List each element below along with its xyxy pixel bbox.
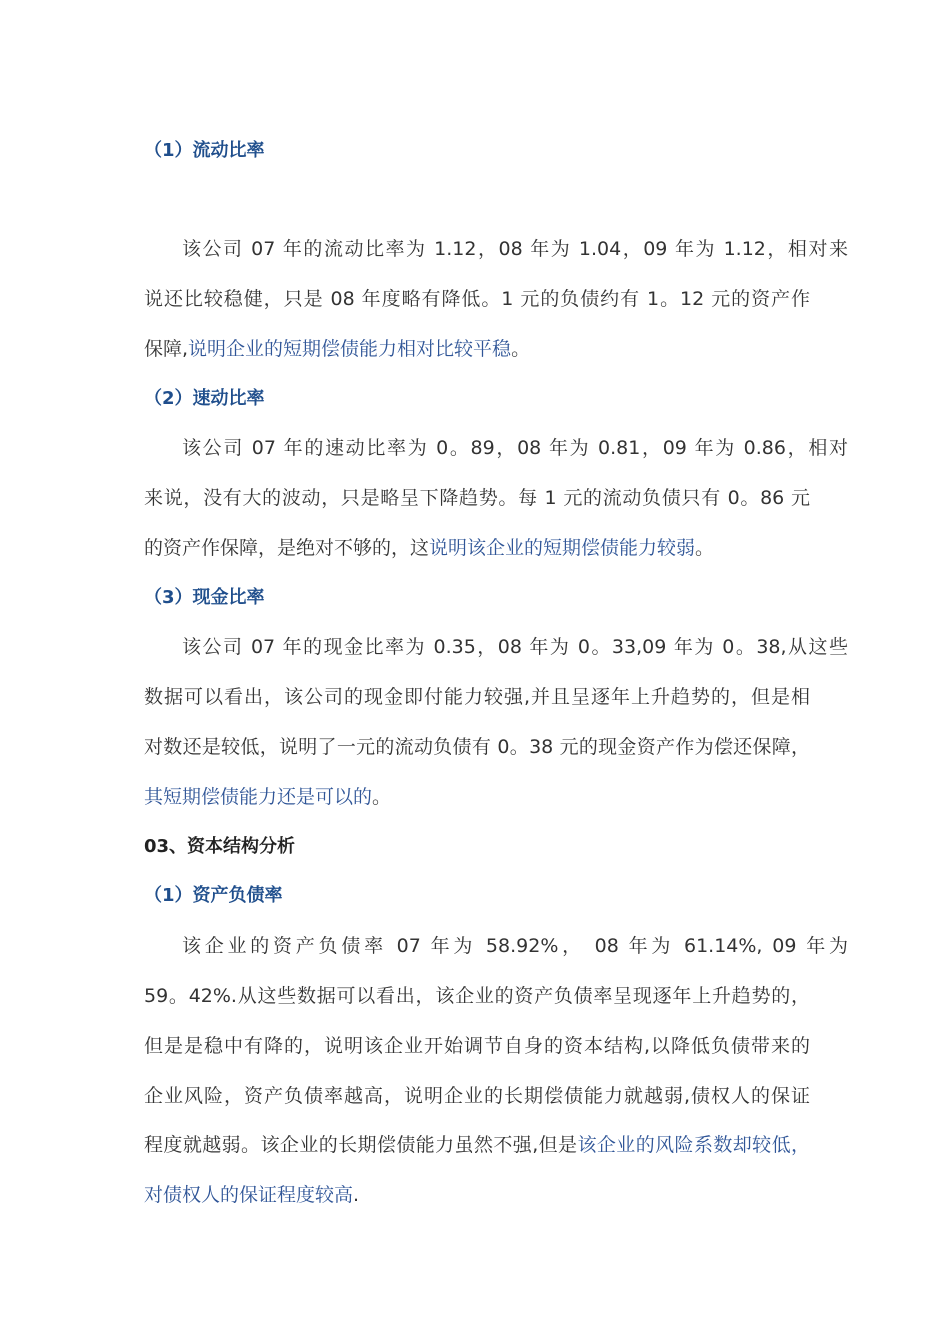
highlighted-text: 其短期偿债能力还是可以的 xyxy=(144,786,373,808)
paragraph-line: 来说，没有大的波动，只是略呈下降趋势。每 1 元的流动负债只有 0。86 元 xyxy=(144,487,810,509)
heading-current-ratio: （1）流动比率 xyxy=(144,140,265,161)
paragraph-text: 。 xyxy=(695,537,715,559)
highlighted-text: 说明企业的短期偿债能力相对比较平稳 xyxy=(188,338,512,360)
paragraph-text: . xyxy=(353,1184,360,1206)
section-title: 03、资本结构分析 xyxy=(144,836,296,857)
paragraph-line: 该企业的资产负债率 07 年为 58.92%， 08 年为 61.14%, 09 年为 xyxy=(182,935,848,957)
paragraph-line: 59。42%.从这些数据可以看出，该企业的资产负债率呈现逐年上升趋势的， xyxy=(144,985,810,1007)
paragraph-line xyxy=(144,334,810,364)
highlighted-text: 对债权人的保证程度较高 xyxy=(144,1184,354,1206)
paragraph-text: 程度就越弱。该企业的长期偿债能力虽然不强,但是 xyxy=(144,1134,578,1156)
paragraph-line: 该公司 07 年的速动比率为 0。89，08 年为 0.81，09 年为 0.86，相对 xyxy=(182,437,848,459)
paragraph-line: 但是是稳中有降的，说明该企业开始调节自身的资本结构,以降低负债带来的 xyxy=(144,1035,810,1057)
paragraph-line xyxy=(144,1180,810,1210)
highlighted-text: 该企业的风险系数却较低， xyxy=(577,1134,810,1156)
heading-quick-ratio: （2）速动比率 xyxy=(144,388,265,409)
heading-debt-ratio: （1）资产负债率 xyxy=(144,885,283,906)
paragraph-text: 保障, xyxy=(144,338,189,360)
paragraph-text: 的资产作保障，是绝对不够的，这 xyxy=(144,537,430,559)
paragraph-line: 对数还是较低，说明了一元的流动负债有 0。38 元的现金资产作为偿还保障， xyxy=(144,736,810,758)
paragraph-line xyxy=(144,1130,810,1160)
paragraph-line: 该公司 07 年的现金比率为 0.35，08 年为 0。33,09 年为 0。38,从这些 xyxy=(182,636,848,658)
paragraph-text: 。 xyxy=(372,786,392,808)
paragraph-line xyxy=(144,533,810,563)
paragraph-line: 数据可以看出，该公司的现金即付能力较强,并且呈逐年上升趋势的，但是相 xyxy=(144,686,810,708)
paragraph-line: 该公司 07 年的流动比率为 1.12，08 年为 1.04，09 年为 1.12，相对来 xyxy=(182,238,848,260)
paragraph-line: 企业风险，资产负债率越高，说明企业的长期偿债能力就越弱,债权人的保证 xyxy=(144,1085,810,1107)
heading-cash-ratio: （3）现金比率 xyxy=(144,587,265,608)
paragraph-line: 说还比较稳健，只是 08 年度略有降低。1 元的负债约有 1。12 元的资产作 xyxy=(144,288,810,310)
paragraph-line xyxy=(144,782,810,812)
highlighted-text: 说明该企业的短期偿债能力较弱 xyxy=(429,537,696,559)
paragraph-text: 。 xyxy=(511,338,531,360)
